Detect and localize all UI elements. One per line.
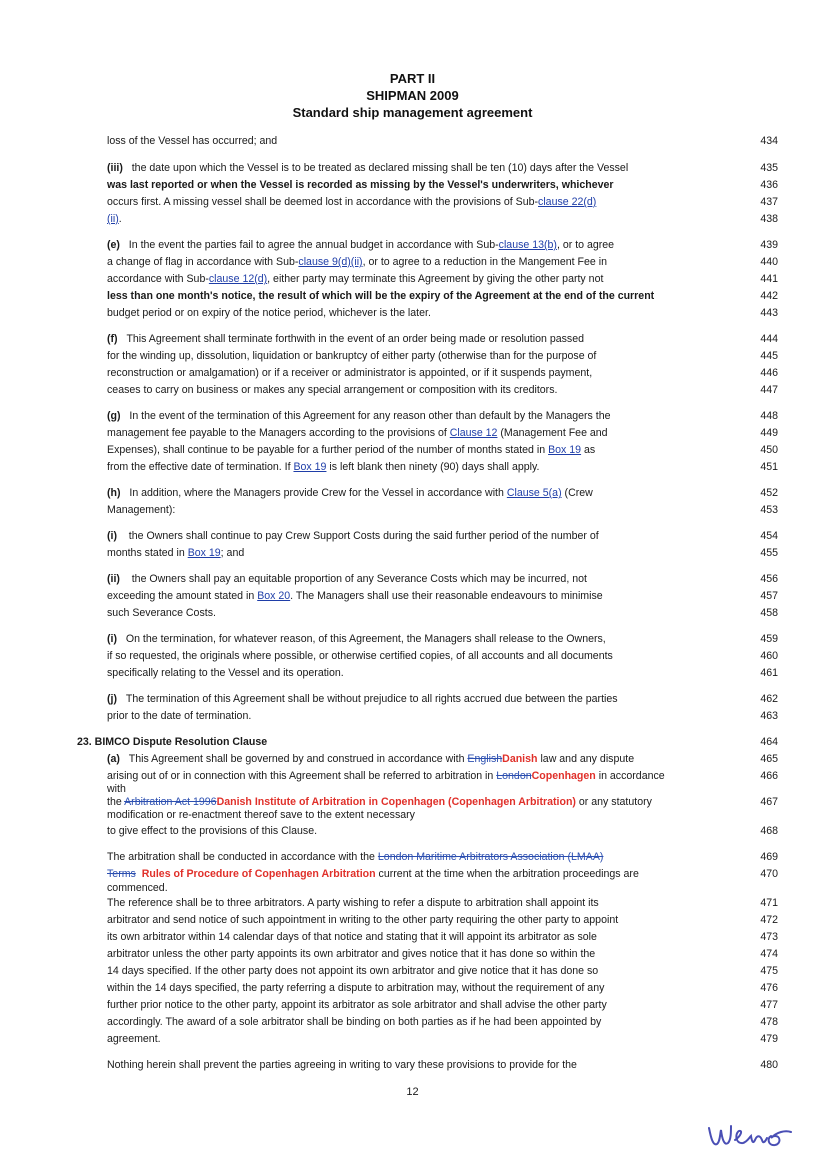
line-number: 444 <box>760 333 778 345</box>
line-text: 14 days specified. If the other party does not appoint its own arbitrator and give notice that it has done so <box>107 965 599 977</box>
box-19-link[interactable]: Box 19 <box>293 461 327 473</box>
text-line <box>107 348 747 365</box>
line-text: commenced. <box>107 882 168 894</box>
line-number: 439 <box>760 239 778 251</box>
line-number: 475 <box>760 965 778 977</box>
text-line <box>107 665 747 682</box>
line-text: its own arbitrator within 14 calendar days of that notice and stating that it will appoint its arbitrator as sole <box>107 931 597 943</box>
text-line <box>107 382 747 399</box>
clause-12-link[interactable]: Clause 12 <box>449 427 498 439</box>
line-number: 461 <box>760 667 778 679</box>
item-label: (g) <box>107 410 121 422</box>
line-number: 471 <box>760 897 778 909</box>
line-number: 448 <box>760 410 778 422</box>
line-text: The reference shall be to three arbitrators. A party wishing to refer a dispute to arbitration shall appoint its <box>107 897 599 909</box>
clause-5a-link[interactable]: Clause 5(a) <box>506 487 562 499</box>
line-text: In the event the parties fail to agree the annual budget in accordance with Sub- <box>128 239 499 251</box>
text-line <box>107 929 747 946</box>
line-number: 447 <box>760 384 778 396</box>
text-line <box>107 133 747 150</box>
text-line <box>107 823 747 840</box>
line-number: 462 <box>760 693 778 705</box>
text-line <box>107 177 747 194</box>
line-text: ceases to carry on business or makes any special arrangement or composition with its creditors. <box>107 384 558 396</box>
line-text: , or to agree to a reduction in the Mangement Fee in <box>362 256 607 268</box>
line-number: 477 <box>760 999 778 1011</box>
line-text: This Agreement shall be governed by and construed in accordance with <box>128 753 468 765</box>
line-number: 478 <box>760 1016 778 1028</box>
line-text: is left blank then ninety (90) days shall apply. <box>326 461 540 473</box>
line-number: 459 <box>760 633 778 645</box>
line-number: 472 <box>760 914 778 926</box>
deleted-text: London Maritime Arbitrators Association (LMAA) <box>377 851 604 863</box>
deleted-text: English <box>467 753 503 765</box>
line-text: law and any dispute <box>537 753 635 765</box>
text-line <box>107 237 747 254</box>
line-text: in accordance <box>595 770 665 782</box>
text-line <box>107 849 747 866</box>
line-text: (Crew <box>561 487 593 499</box>
line-text: with <box>107 783 126 795</box>
line-number: 434 <box>760 135 778 147</box>
line-text: the Owners shall pay an equitable proportion of any Severance Costs which may be incurred, not <box>131 573 587 585</box>
line-text: or any statutory <box>575 796 652 808</box>
text-line <box>107 605 747 622</box>
text-line <box>107 425 747 442</box>
text-line <box>107 545 747 562</box>
line-text: exceeding the amount stated in <box>107 590 258 602</box>
deleted-text: Terms <box>107 868 136 880</box>
box-20-link[interactable]: Box 20 <box>257 590 291 602</box>
text-line <box>107 254 747 271</box>
line-text: such Severance Costs. <box>107 607 216 619</box>
line-number: 456 <box>760 573 778 585</box>
line-text: Nothing herein shall prevent the parties agreeing in writing to vary these provisions to provide for the <box>107 1059 577 1071</box>
text-line <box>107 459 747 476</box>
section-heading: 23. BIMCO Dispute Resolution Clause <box>77 736 268 748</box>
line-number: 438 <box>760 213 778 225</box>
item-label: (e) <box>107 239 120 251</box>
line-number: 479 <box>760 1033 778 1045</box>
line-number: 441 <box>760 273 778 285</box>
text-line <box>107 365 747 382</box>
text-line <box>107 571 747 588</box>
box-19-link[interactable]: Box 19 <box>548 444 582 456</box>
item-label: (i) <box>107 530 117 542</box>
text-line <box>107 1031 747 1048</box>
line-number: 458 <box>760 607 778 619</box>
text-line <box>107 331 747 348</box>
line-number: 453 <box>760 504 778 516</box>
document-title: SHIPMAN 2009 <box>366 88 459 103</box>
text-line <box>107 751 747 768</box>
line-text: if so requested, the originals where possible, or otherwise certified copies, of all accounts and all documents <box>107 650 613 662</box>
text-line <box>107 648 747 665</box>
line-text: within the 14 days specified, the party referring a dispute to arbitration may, without the requirement of any <box>107 982 605 994</box>
item-label: (f) <box>107 333 118 345</box>
line-text: The termination of this Agreement shall be without prejudice to all rights accrued due between the parties <box>125 693 618 705</box>
line-text: was last reported or when the Vessel is recorded as missing by the Vessel's underwriters, whichever <box>107 179 614 191</box>
text-line <box>107 997 747 1014</box>
line-number: 476 <box>760 982 778 994</box>
text-line <box>107 980 747 997</box>
line-text: (Management Fee and <box>497 427 608 439</box>
line-text: prior to the date of termination. <box>107 710 252 722</box>
line-text: a change of flag in accordance with Sub- <box>107 256 299 268</box>
line-number: 480 <box>760 1059 778 1071</box>
item-label: (h) <box>107 487 121 499</box>
clause-22d-ii-link[interactable]: (ii) <box>107 213 119 225</box>
clause-22d-link[interactable]: clause 22(d) <box>538 196 597 208</box>
text-line <box>107 288 747 305</box>
line-number: 460 <box>760 650 778 662</box>
line-number: 455 <box>760 547 778 559</box>
text-line <box>107 528 747 545</box>
line-text: . The Managers shall use their reasonable endeavours to minimise <box>290 590 603 602</box>
box-19-link[interactable]: Box 19 <box>187 547 221 559</box>
line-number: 466 <box>760 770 778 782</box>
line-text: , either party may terminate this Agreement by giving the other party not <box>267 273 604 285</box>
text-line <box>107 912 747 929</box>
line-text: In addition, where the Managers provide Crew for the Vessel in accordance with <box>129 487 507 499</box>
inserted-text: Danish Institute of Arbitration in Copenhagen (Copenhagen Arbitration) <box>216 796 576 808</box>
line-text: Expenses), shall continue to be payable for a further period of the number of months stated in <box>107 444 549 456</box>
line-number: 464 <box>760 736 778 748</box>
line-text: to give effect to the provisions of this Clause. <box>107 825 318 837</box>
line-text: budget period or on expiry of the notice period, whichever is the later. <box>107 307 431 319</box>
text-line <box>107 271 747 288</box>
text-line <box>107 963 747 980</box>
line-number: 473 <box>760 931 778 943</box>
line-number: 440 <box>760 256 778 268</box>
inserted-text: Danish <box>502 753 538 765</box>
line-text: reconstruction or amalgamation) or if a receiver or administrator is appointed, or if it suspends payment, <box>107 367 593 379</box>
clause-12d-link[interactable]: clause 12(d) <box>208 273 268 285</box>
line-text: modification or re-enactment thereof save to the extent necessary <box>107 809 415 821</box>
line-text: In the event of the termination of this Agreement for any reason other than default by the Managers the <box>129 410 611 422</box>
text-line <box>107 502 747 519</box>
line-text: . <box>118 213 122 225</box>
line-number: 446 <box>760 367 778 379</box>
text-line <box>107 194 747 211</box>
line-number: 449 <box>760 427 778 439</box>
line-text: less than one month's notice, the result of which will be the expiry of the Agreement at the end of the current <box>107 290 655 302</box>
clause-9dii-link[interactable]: clause 9(d)(ii) <box>298 256 363 268</box>
line-text: ; and <box>220 547 245 559</box>
handwritten-initials-signature <box>705 1118 795 1152</box>
line-number: 450 <box>760 444 778 456</box>
text-line <box>107 211 747 228</box>
line-number: 454 <box>760 530 778 542</box>
line-text: management fee payable to the Managers according to the provisions of <box>107 427 450 439</box>
line-text: , or to agree <box>556 239 615 251</box>
line-text: from the effective date of termination. If <box>107 461 294 473</box>
line-number: 467 <box>760 796 778 808</box>
line-text: arbitrator and send notice of such appointment in writing to the other party requiring the other party to appoint <box>107 914 619 926</box>
line-number: 445 <box>760 350 778 362</box>
line-text: further prior notice to the other party, appoint its arbitrator as sole arbitrator and shall advise the other party <box>107 999 607 1011</box>
page-number: 12 <box>406 1086 419 1098</box>
text-line <box>107 708 747 725</box>
item-label: (j) <box>107 693 117 705</box>
line-number: 442 <box>760 290 778 302</box>
line-number: 469 <box>760 851 778 863</box>
line-text: loss of the Vessel has occurred; and <box>107 135 278 147</box>
text-line <box>107 691 747 708</box>
text-line <box>107 895 747 912</box>
text-line <box>107 408 747 425</box>
item-label: (a) <box>107 753 120 765</box>
line-number: 437 <box>760 196 778 208</box>
item-label: (iii) <box>107 162 123 174</box>
line-text: the <box>107 796 125 808</box>
line-text: the Owners shall continue to pay Crew Support Costs during the said further period of the number of <box>128 530 599 542</box>
line-number: 463 <box>760 710 778 722</box>
text-line <box>107 442 747 459</box>
line-text: for the winding up, dissolution, liquidation or bankruptcy of either party (otherwise than for the purpose of <box>107 350 597 362</box>
part-label: PART II <box>389 71 436 86</box>
line-number: 470 <box>760 868 778 880</box>
line-text: specifically relating to the Vessel and its operation. <box>107 667 344 679</box>
text-line <box>107 305 747 322</box>
line-text: Management): <box>107 504 176 516</box>
line-number: 451 <box>760 461 778 473</box>
line-text: accordingly. The award of a sole arbitrator shall be binding on both parties as if he had been appointed by <box>107 1016 602 1028</box>
item-label: (i) <box>107 633 117 645</box>
clause-13b-link[interactable]: clause 13(b) <box>498 239 557 251</box>
inserted-text: Copenhagen <box>531 770 596 782</box>
line-text: This Agreement shall terminate forthwith in the event of an order being made or resolution passed <box>126 333 584 345</box>
line-text: the date upon which the Vessel is to be treated as declared missing shall be ten (10) days after the Vessel <box>131 162 629 174</box>
line-number: 465 <box>760 753 778 765</box>
line-text: accordance with Sub- <box>107 273 209 285</box>
line-text: arbitrator unless the other party appoints its own arbitrator and gives notice that it has done so within the <box>107 948 596 960</box>
line-text: agreement. <box>107 1033 161 1045</box>
deleted-text: London <box>496 770 532 782</box>
line-number: 443 <box>760 307 778 319</box>
text-line <box>107 1014 747 1031</box>
item-label: (ii) <box>107 573 120 585</box>
line-number: 457 <box>760 590 778 602</box>
text-line <box>107 485 747 502</box>
line-text: occurs first. A missing vessel shall be deemed lost in accordance with the provisions of Sub- <box>107 196 539 208</box>
line-number: 468 <box>760 825 778 837</box>
text-line <box>107 807 747 824</box>
line-text: The arbitration shall be conducted in accordance with the <box>107 851 378 863</box>
text-line <box>107 946 747 963</box>
text-line <box>107 631 747 648</box>
line-text: current at the time when the arbitration proceedings are <box>375 868 639 880</box>
text-line <box>107 588 747 605</box>
line-text: as <box>581 444 596 456</box>
text-line <box>107 160 747 177</box>
inserted-text: Rules of Procedure of Copenhagen Arbitration <box>141 868 376 880</box>
document-subtitle: Standard ship management agreement <box>292 105 533 120</box>
text-line <box>107 1057 747 1074</box>
line-number: 474 <box>760 948 778 960</box>
deleted-text: Arbitration Act 1996 <box>124 796 217 808</box>
line-text: months stated in <box>107 547 188 559</box>
line-text: On the termination, for whatever reason, of this Agreement, the Managers shall release to the Owners, <box>125 633 606 645</box>
line-number: 435 <box>760 162 778 174</box>
line-text: arising out of or in connection with this Agreement shall be referred to arbitration in <box>107 770 497 782</box>
line-number: 452 <box>760 487 778 499</box>
page-header <box>0 70 825 121</box>
line-number: 436 <box>760 179 778 191</box>
